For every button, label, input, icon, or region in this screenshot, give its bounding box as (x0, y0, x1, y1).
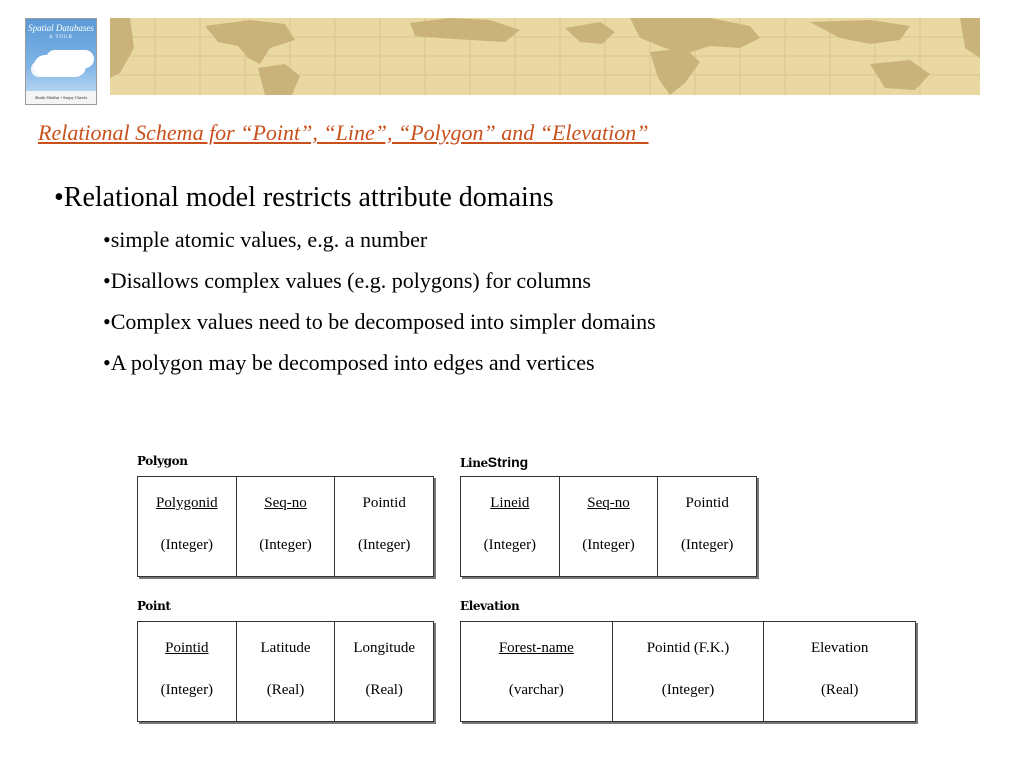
sub-bullet: •A polygon may be decomposed into edges and vertices (103, 350, 595, 375)
column-name: Seq-no (587, 495, 630, 511)
column-pointid (335, 477, 433, 576)
bullet-list (54, 181, 656, 376)
table-name-point: Point (137, 599, 171, 613)
book-cover-subtitle: A TOUR (48, 35, 73, 40)
column-type: (Integer) (680, 537, 734, 553)
column-name: Elevation (810, 640, 869, 656)
table-name-elevation: Elevation (460, 599, 520, 613)
column-pointid (138, 622, 237, 721)
column-seq-no (237, 477, 336, 576)
table-name-polygon: Polygon (137, 454, 188, 468)
column-type: (Integer) (661, 682, 715, 698)
polygon-table (137, 454, 434, 577)
column-type: (Real) (266, 682, 305, 698)
column-forest-name (461, 622, 613, 721)
column-type: (Integer) (160, 682, 214, 698)
column-name: Pointid (F.K.) (646, 640, 730, 656)
column-name: Pointid (362, 495, 406, 511)
column-elevation (764, 622, 915, 721)
column-type: (Real) (365, 682, 403, 698)
elevation-table (460, 599, 916, 722)
column-longitude (335, 622, 433, 721)
column-pointid-fk (613, 622, 765, 721)
column-name: Seq-no (264, 495, 307, 511)
column-name: Latitude (260, 640, 311, 656)
column-name: Longitude (353, 640, 415, 656)
bullet-main (54, 181, 656, 376)
column-latitude (237, 622, 336, 721)
linestring-table (460, 454, 757, 577)
book-cover-image (25, 18, 97, 105)
point-table (137, 599, 434, 722)
world-map-banner (110, 18, 980, 95)
table-name-prefix: Line (460, 456, 488, 470)
column-polygonid (138, 477, 237, 576)
column-type: (Integer) (483, 537, 537, 553)
cloud-graphic (34, 55, 86, 77)
table-name-suffix: String (487, 454, 529, 470)
column-type: (Integer) (357, 537, 411, 553)
sub-bullet: •Disallows complex values (e.g. polygons) for columns (103, 268, 591, 293)
column-seq-no (560, 477, 659, 576)
sub-bullet-list (54, 227, 656, 376)
book-cover-authors: Shashi Shekhar • Sanjay Chawla (26, 91, 96, 104)
slide-title: Relational Schema for “Point”, “Line”, “Polygon” and “Elevation” (38, 120, 649, 145)
book-cover-title: Spatial Databases A TOUR (26, 24, 96, 42)
column-name: Lineid (490, 495, 530, 511)
column-pointid (658, 477, 756, 576)
column-type: (Real) (820, 682, 859, 698)
sub-bullet: •simple atomic values, e.g. a number (103, 227, 428, 252)
column-lineid (461, 477, 560, 576)
table-name-linestring (460, 454, 528, 470)
column-type: (varchar) (508, 682, 564, 698)
column-type: (Integer) (259, 537, 312, 553)
column-name: Polygonid (155, 495, 218, 511)
column-name: Forest-name (498, 640, 574, 656)
column-name: Pointid (685, 495, 729, 511)
sub-bullet: •Complex values need to be decomposed into simpler domains (103, 309, 656, 334)
column-type: (Integer) (582, 537, 635, 553)
column-name: Pointid (165, 640, 209, 656)
world-map-graphic (110, 18, 980, 95)
bullet-main-text: •Relational model restricts attribute domains (54, 182, 554, 213)
column-type: (Integer) (160, 537, 214, 553)
